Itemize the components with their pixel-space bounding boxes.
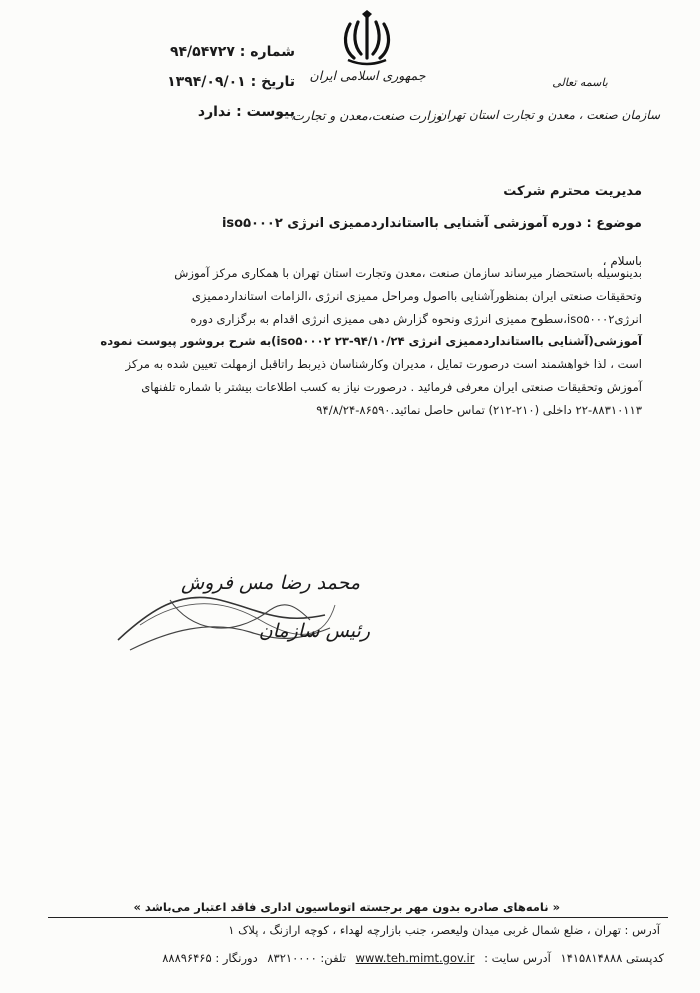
subject-text: دوره آموزشی آشنایی بااستانداردممیزی انرژی iso۵۰۰۰۲ — [221, 216, 582, 231]
attachment-value: ندارد — [197, 104, 232, 120]
greeting: باسلام ، — [602, 254, 642, 268]
body-line: انرژیiso۵۰۰۰۲،سطوح ممیزی انرژی ونحوه گزارش دهی ممیزی انرژی اقدام به برگزاری دوره — [190, 311, 642, 326]
body-line: آموزش وتحقیقات صنعتی ایران معرفی فرمائید . درصورت نیاز به کسب اطلاعات بیشتر با شماره تلفنهای — [141, 379, 642, 394]
iran-emblem-icon — [340, 10, 394, 68]
letter-number: شماره : ۹۴/۵۴۷۲۷ — [169, 44, 295, 60]
signatory-title: رئیس سازمان — [258, 620, 370, 642]
letter-body — [56, 262, 642, 422]
body-line-course: آموزشی(آشنایی بااستانداردممیزی انرژی iso۵۰۰۰۲ ۲۳-۹۴/۱۰/۲۴)به شرح بروشور پیوست نموده — [100, 334, 642, 349]
body-line: ۲۲-۸۸۳۱۰۱۱۳ داخلی (۲۱۰-۲۱۲) تماس حاصل نمائید.۸۶۵۹۰-۹۴/۸/۲۴ — [316, 402, 642, 417]
footer-divider — [48, 917, 668, 918]
subject-label: موضوع : — [586, 216, 642, 231]
body-line: است ، لذا خواهشمند است درصورت تمایل ، مدیران وکارشناسان ذیربط راتاقبل ازمهلت تعیین شده به مرکز — [125, 357, 642, 372]
footer-address: آدرس : تهران ، ضلع شمال غربی میدان ولیعصر، جنب بازارچه لهداء ، کوچه ارازنگ ، پلاک ۱ — [228, 923, 660, 937]
letter-attachment: پیوست : ندارد — [197, 104, 295, 120]
body-line: وتحقیقات صنعتی ایران بمنظورآشنایی بااصول ومراحل ممیزی انرژی ،الزامات استانداردممیزی — [191, 288, 642, 303]
number-label: شماره — [250, 44, 295, 60]
organization-name: سازمان صنعت ، معدن و تجارت استان تهران — [437, 108, 660, 122]
ministry-name: وزارت صنعت،معدن و تجارت — [292, 108, 442, 123]
signatory-name: محمد رضا مس فروش — [181, 572, 360, 594]
fax-number: دورنگار : ۸۸۸۹۶۴۶۵ — [162, 951, 258, 965]
attachment-label: پیوست — [246, 104, 295, 120]
website-label: آدرس سایت : — [484, 951, 551, 965]
footer-contact — [44, 951, 664, 965]
addressee: مدیریت محترم شرکت — [503, 184, 642, 199]
bismillah-text: باسمه تعالی — [552, 76, 608, 89]
government-name: جمهوری اسلامی ایران — [309, 68, 426, 83]
date-label: تاریخ — [261, 74, 295, 90]
website-link[interactable]: www.teh.mimt.gov.ir — [355, 951, 475, 965]
body-line: بدینوسیله باستحضار میرساند سازمان صنعت ،معدن وتجارت استان تهران با همکاری مرکز آموزش — [174, 266, 642, 280]
subject-line — [222, 216, 642, 231]
footer-notice: « نامه‌های صادره بدون مهر برجسته اتوماسیون اداری فاقد اعتبار می‌باشد » — [133, 900, 560, 914]
date-value: ۱۳۹۴/۰۹/۰۱ — [167, 74, 246, 90]
phone-number: تلفن: ۸۳۲۱۰۰۰۰ — [267, 951, 346, 965]
number-value: ۹۴/۵۴۷۲۷ — [169, 44, 235, 60]
postal-code: کدپستی ۱۴۱۵۸۱۴۸۸۸ — [560, 951, 664, 965]
letter-date: تاریخ : ۱۳۹۴/۰۹/۰۱ — [167, 74, 295, 90]
